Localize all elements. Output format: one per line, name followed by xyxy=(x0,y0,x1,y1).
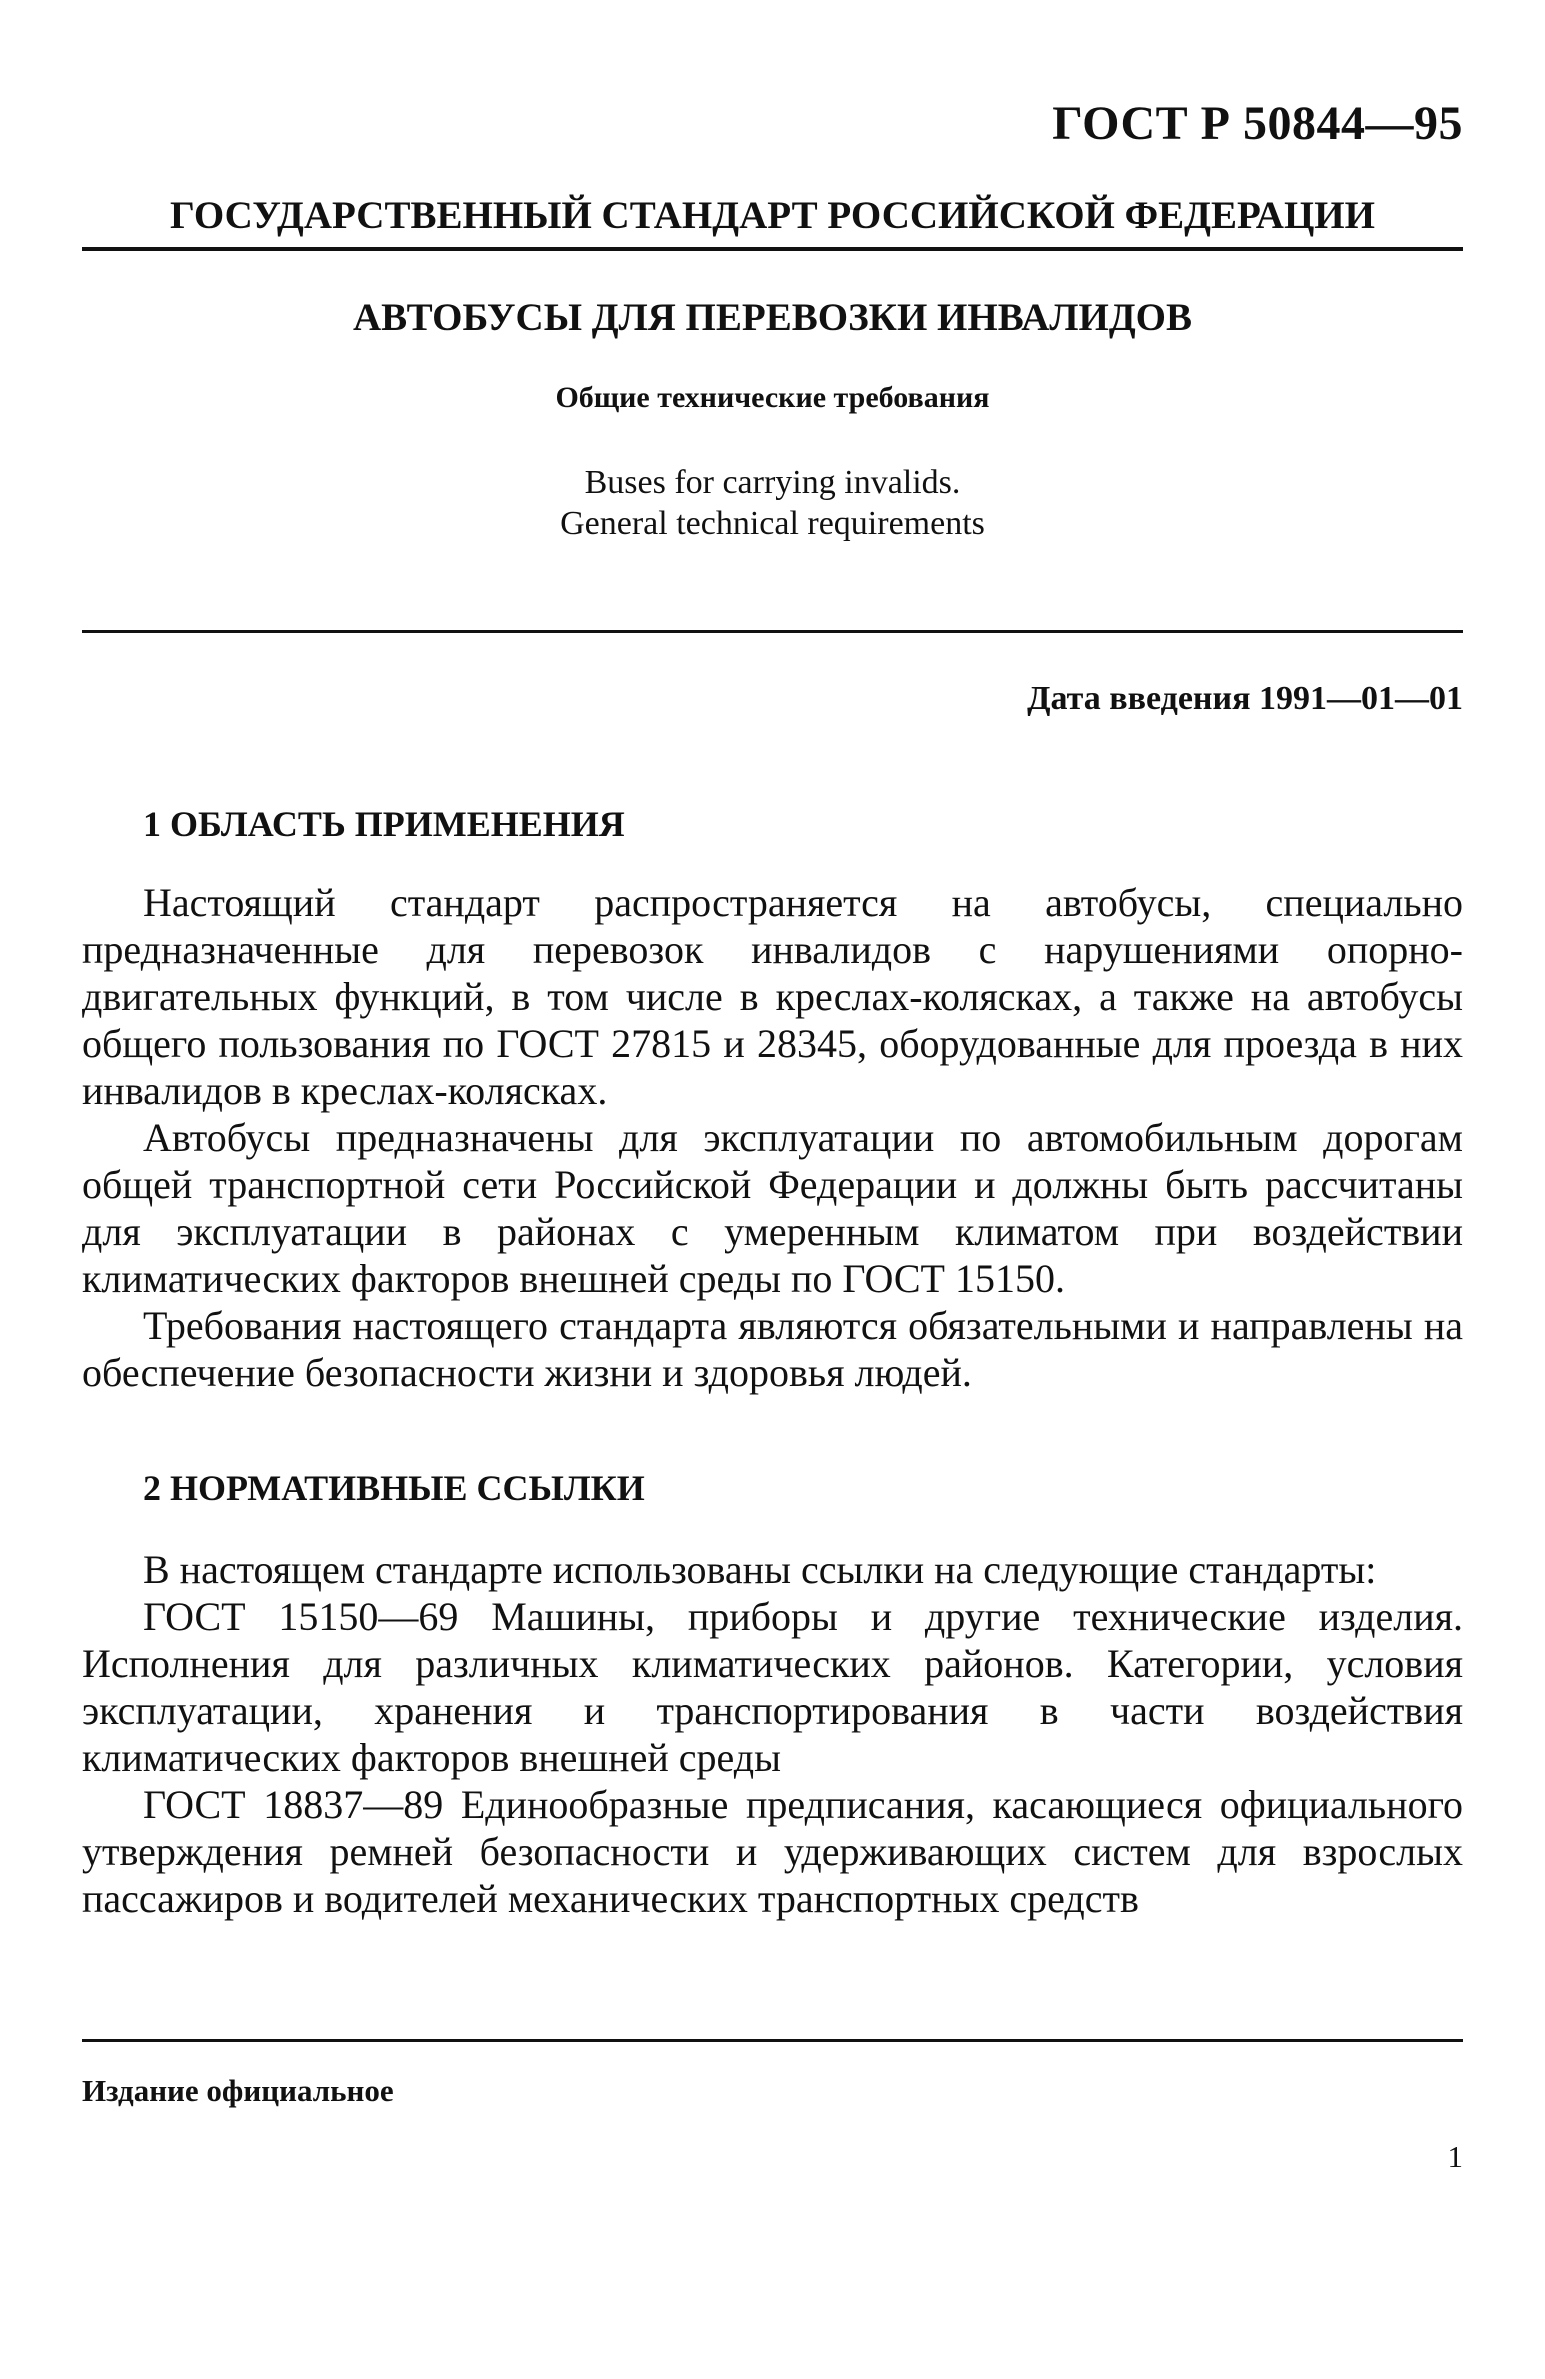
reference-gost-18837: ГОСТ 18837—89 Единообразные предписания, касающиеся официального утверждения ремней безопасности и удерживающих систем для взрослых пассажиров и водителей механических транспортных средств xyxy=(82,1782,1463,1921)
document-title: АВТОБУСЫ ДЛЯ ПЕРЕВОЗКИ ИНВАЛИДОВ xyxy=(353,296,1192,339)
header-divider xyxy=(82,247,1463,251)
footer-divider xyxy=(82,2039,1463,2042)
section-1-paragraph: Настоящий стандарт распространяется на автобусы, специально предназначенные для перевозок инвалидов с нарушениями опорно-двигательных функций, в том числе в креслах-колясках, а также на автобусы общего пользования по ГОСТ 27815 и 28345, оборудованные для проезда в них инвалидов в креслах-колясках. xyxy=(82,880,1463,1113)
section-2-body xyxy=(82,1546,1463,1922)
reference-gost-15150: ГОСТ 15150—69 Машины, приборы и другие технические изделия. Исполнения для различных климатических районов. Категории, условия эксплуатации, хранения и транспортирования в части воздействия климатических факторов внешней среды xyxy=(82,1594,1463,1780)
section-1-heading: 1 ОБЛАСТЬ ПРИМЕНЕНИЯ xyxy=(143,804,625,844)
section-1-paragraph: Автобусы предназначены для эксплуатации по автомобильным дорогам общей транспортной сети Российской Федерации и должны быть рассчитаны для эксплуатации в районах с умеренным климатом при воздействии климатических факторов внешней среды по ГОСТ 15150. xyxy=(82,1115,1463,1301)
section-2-paragraph: В настоящем стандарте использованы ссылки на следующие стандарты: xyxy=(143,1547,1377,1592)
standard-code: ГОСТ Р 50844—95 xyxy=(1052,97,1463,150)
english-title-line-2: General technical requirements xyxy=(560,505,985,542)
section-1-paragraph: Требования настоящего стандарта являются обязательными и направлены на обеспечение безопасности жизни и здоровья людей. xyxy=(82,1303,1463,1395)
page-number: 1 xyxy=(1447,2139,1463,2174)
english-title-line-1: Buses for carrying invalids. xyxy=(584,464,961,501)
section-1-body xyxy=(82,879,1463,1396)
section-2-heading: 2 НОРМАТИВНЫЕ ССЫЛКИ xyxy=(143,1468,645,1508)
edition-note: Издание официальное xyxy=(82,2073,394,2108)
english-title xyxy=(82,462,1463,544)
document-subtitle: Общие технические требования xyxy=(555,381,990,414)
title-divider xyxy=(82,630,1463,633)
state-standard-title: ГОСУДАРСТВЕННЫЙ СТАНДАРТ РОССИЙСКОЙ ФЕДЕРАЦИИ xyxy=(170,194,1375,237)
introduction-date: Дата введения 1991—01—01 xyxy=(1027,680,1463,717)
